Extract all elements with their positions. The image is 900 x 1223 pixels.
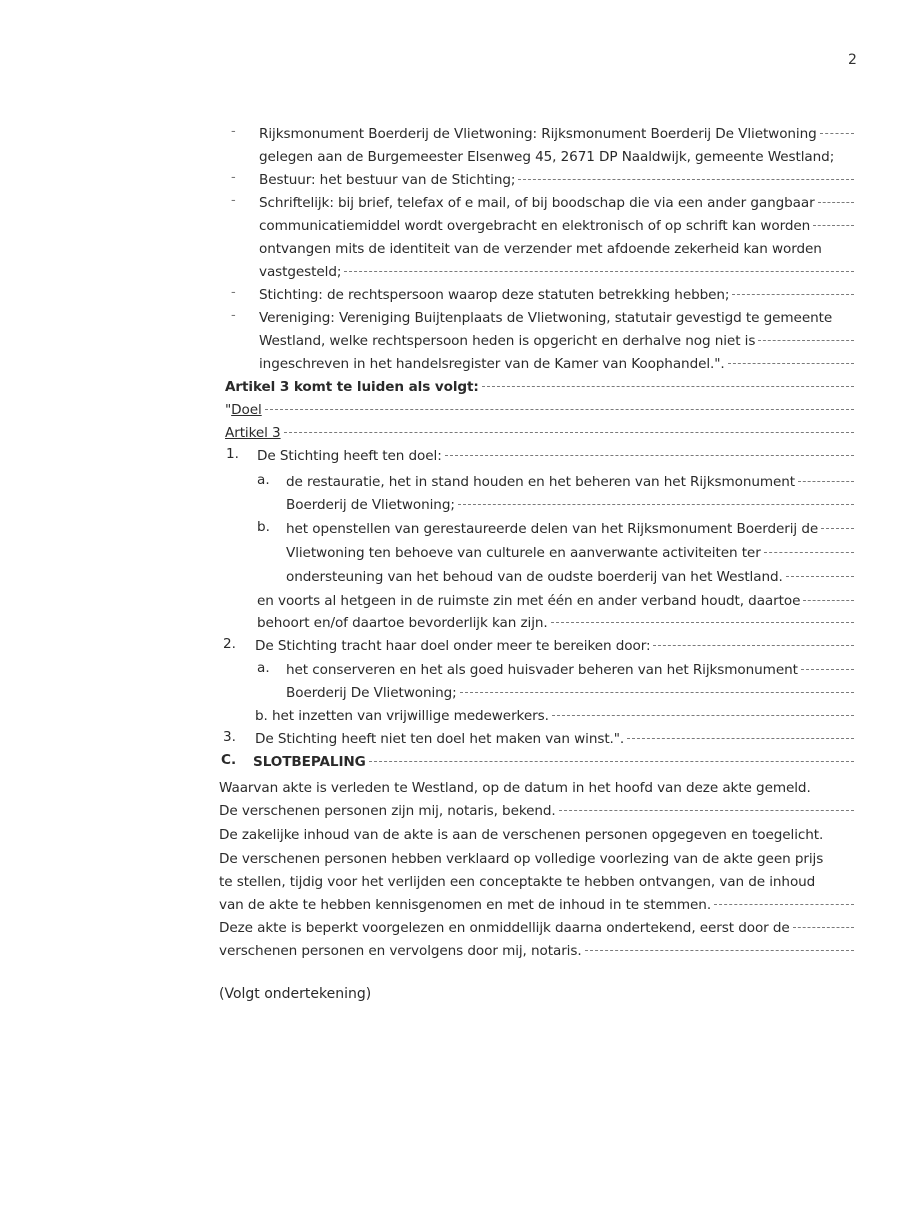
fill-dashes bbox=[714, 904, 854, 905]
fill-dashes bbox=[818, 202, 854, 203]
fill-dashes bbox=[793, 927, 854, 928]
fill-dashes bbox=[552, 715, 854, 716]
line-text: Westland, welke rechtspersoon heden is opgericht en derhalve nog niet is bbox=[259, 333, 756, 349]
fill-dashes bbox=[460, 692, 854, 693]
clause-line bbox=[286, 660, 854, 682]
article-intro bbox=[225, 377, 854, 399]
bullet: - bbox=[231, 308, 236, 323]
fill-dashes bbox=[458, 504, 854, 505]
closing-line bbox=[219, 825, 854, 847]
fill-dashes bbox=[518, 179, 854, 180]
line-text: ingeschreven in het handelsregister van de Kamer van Koophandel.". bbox=[259, 356, 725, 372]
closing-line bbox=[219, 895, 854, 917]
line-text: ondersteuning van het behoud van de oudste boerderij van het Westland. bbox=[286, 569, 783, 585]
fill-dashes bbox=[801, 669, 854, 670]
line-text: Deze akte is beperkt voorgelezen en onmiddellijk daarna ondertekend, eerst door de bbox=[219, 920, 790, 936]
line-text: communicatiemiddel wordt overgebracht en elektronisch of op schrift kan worden bbox=[259, 218, 811, 234]
closing-line bbox=[219, 918, 854, 940]
sub-label: a. bbox=[257, 472, 270, 488]
sub-label: a. bbox=[257, 660, 270, 676]
fill-dashes bbox=[627, 738, 854, 739]
clause-line bbox=[286, 683, 854, 705]
line-text: De Stichting heeft niet ten doel het maken van winst.". bbox=[255, 731, 625, 747]
clause-line bbox=[286, 495, 854, 517]
fill-dashes bbox=[786, 576, 854, 577]
clause-line bbox=[255, 636, 854, 658]
fill-dashes bbox=[445, 455, 854, 456]
line-text: van de akte te hebben kennisgenomen en met de inhoud in te stemmen. bbox=[219, 897, 712, 913]
sub-label: b. bbox=[257, 519, 270, 535]
section-label: C. bbox=[221, 752, 237, 768]
fill-dashes bbox=[265, 409, 854, 410]
fill-dashes bbox=[803, 600, 854, 601]
line-text: de restauratie, het in stand houden en het beheren van het Rijksmonument bbox=[286, 474, 796, 490]
line-text: en voorts al hetgeen in de ruimste zin met één en ander verband houdt, daartoe bbox=[257, 593, 801, 609]
fill-dashes bbox=[284, 432, 854, 433]
definition-line bbox=[259, 331, 854, 353]
closing-line bbox=[219, 872, 854, 894]
quote-mark: " bbox=[225, 402, 232, 418]
bullet: - bbox=[231, 124, 236, 139]
line-text: Vlietwoning ten behoeve van culturele en aanverwante activiteiten ter bbox=[286, 545, 761, 561]
clause-number: 1. bbox=[226, 446, 239, 462]
line-text: vastgesteld; bbox=[259, 264, 342, 280]
definition-line bbox=[259, 216, 854, 238]
line-text: De verschenen personen hebben verklaard op volledige voorlezing van de akte geen prijs bbox=[219, 851, 824, 867]
fill-dashes bbox=[821, 528, 854, 529]
closing-line bbox=[219, 801, 854, 823]
fill-dashes bbox=[728, 363, 854, 364]
line-text: Vereniging: Vereniging Buijtenplaats de Vlietwoning, statutair gevestigd te gemeente bbox=[259, 310, 833, 326]
definition-line bbox=[259, 239, 854, 261]
definition-line bbox=[259, 124, 854, 146]
line-text: Waarvan akte is verleden te Westland, op de datum in het hoofd van deze akte gemeld. bbox=[219, 780, 811, 796]
section-title: SLOTBEPALING bbox=[253, 754, 366, 770]
clause-line bbox=[286, 543, 854, 565]
fill-dashes bbox=[559, 810, 854, 811]
article-heading: Artikel 3 bbox=[225, 425, 281, 441]
fill-dashes bbox=[758, 340, 854, 341]
line-text: Schriftelijk: bij brief, telefax of e mail, of bij boodschap die via een ander gangbaar bbox=[259, 195, 815, 211]
line-text: het openstellen van gerestaureerde delen van het Rijksmonument Boerderij de bbox=[286, 521, 819, 537]
line-text: De Stichting heeft ten doel: bbox=[257, 448, 442, 464]
signature-note: (Volgt ondertekening) bbox=[219, 986, 372, 1002]
clause-line bbox=[255, 729, 854, 751]
definition-line bbox=[259, 308, 854, 330]
clause-line bbox=[257, 613, 854, 635]
article-heading-line bbox=[225, 423, 854, 445]
definition-line bbox=[259, 262, 854, 284]
line-text: De verschenen personen zijn mij, notaris, bekend. bbox=[219, 803, 556, 819]
fill-dashes bbox=[813, 225, 854, 226]
fill-dashes bbox=[369, 761, 854, 762]
clause-line bbox=[257, 446, 854, 468]
clause-number: 2. bbox=[223, 636, 236, 652]
bullet: - bbox=[231, 285, 236, 300]
definition-line bbox=[259, 170, 854, 192]
closing-line bbox=[219, 849, 854, 871]
article-intro-text: Artikel 3 komt te luiden als volgt: bbox=[225, 379, 479, 395]
line-text: De Stichting tracht haar doel onder meer te bereiken door: bbox=[255, 638, 651, 654]
line-text: Bestuur: het bestuur van de Stichting; bbox=[259, 172, 516, 188]
fill-dashes bbox=[344, 271, 854, 272]
clause-line bbox=[255, 706, 854, 728]
doel-heading-line bbox=[225, 400, 854, 422]
bullet: - bbox=[231, 193, 236, 208]
fill-dashes bbox=[820, 133, 854, 134]
fill-dashes bbox=[551, 622, 854, 623]
fill-dashes bbox=[798, 481, 854, 482]
section-title-line bbox=[253, 752, 854, 774]
page-number: 2 bbox=[848, 52, 857, 68]
fill-dashes bbox=[585, 950, 854, 951]
line-text: behoort en/of daartoe bevorderlijk kan zijn. bbox=[257, 615, 548, 631]
fill-dashes bbox=[482, 386, 854, 387]
closing-line bbox=[219, 941, 854, 963]
line-text: Boerderij De Vlietwoning; bbox=[286, 685, 457, 701]
fill-dashes bbox=[732, 294, 854, 295]
clause-line bbox=[286, 472, 854, 494]
fill-dashes bbox=[653, 645, 854, 646]
line-text: b. het inzetten van vrijwillige medewerkers. bbox=[255, 708, 549, 724]
clause-line bbox=[286, 567, 854, 589]
line-text: het conserveren en het als goed huisvader beheren van het Rijksmonument bbox=[286, 662, 798, 678]
clause-number: 3. bbox=[223, 729, 236, 745]
definition-line bbox=[259, 193, 854, 215]
closing-line bbox=[219, 778, 854, 800]
line-text: Stichting: de rechtspersoon waarop deze statuten betrekking hebben; bbox=[259, 287, 730, 303]
line-text: Boerderij de Vlietwoning; bbox=[286, 497, 455, 513]
fill-dashes bbox=[764, 552, 854, 553]
bullet: - bbox=[231, 170, 236, 185]
line-text: verschenen personen en vervolgens door mij, notaris. bbox=[219, 943, 582, 959]
doel-heading: Doel bbox=[231, 402, 262, 418]
line-text: gelegen aan de Burgemeester Elsenweg 45, 2671 DP Naaldwijk, gemeente Westland; bbox=[259, 149, 835, 165]
line-text: De zakelijke inhoud van de akte is aan de verschenen personen opgegeven en toegelicht. bbox=[219, 827, 824, 843]
clause-line bbox=[257, 591, 854, 613]
line-text: te stellen, tijdig voor het verlijden een conceptakte te hebben ontvangen, van de inhoud bbox=[219, 874, 816, 890]
clause-line bbox=[286, 519, 854, 541]
definition-line bbox=[259, 285, 854, 307]
definition-line bbox=[259, 147, 854, 169]
line-text: ontvangen mits de identiteit van de verzender met afdoende zekerheid kan worden bbox=[259, 241, 822, 257]
definition-line bbox=[259, 354, 854, 376]
line-text: Rijksmonument Boerderij de Vlietwoning: Rijksmonument Boerderij De Vlietwoning bbox=[259, 126, 817, 142]
